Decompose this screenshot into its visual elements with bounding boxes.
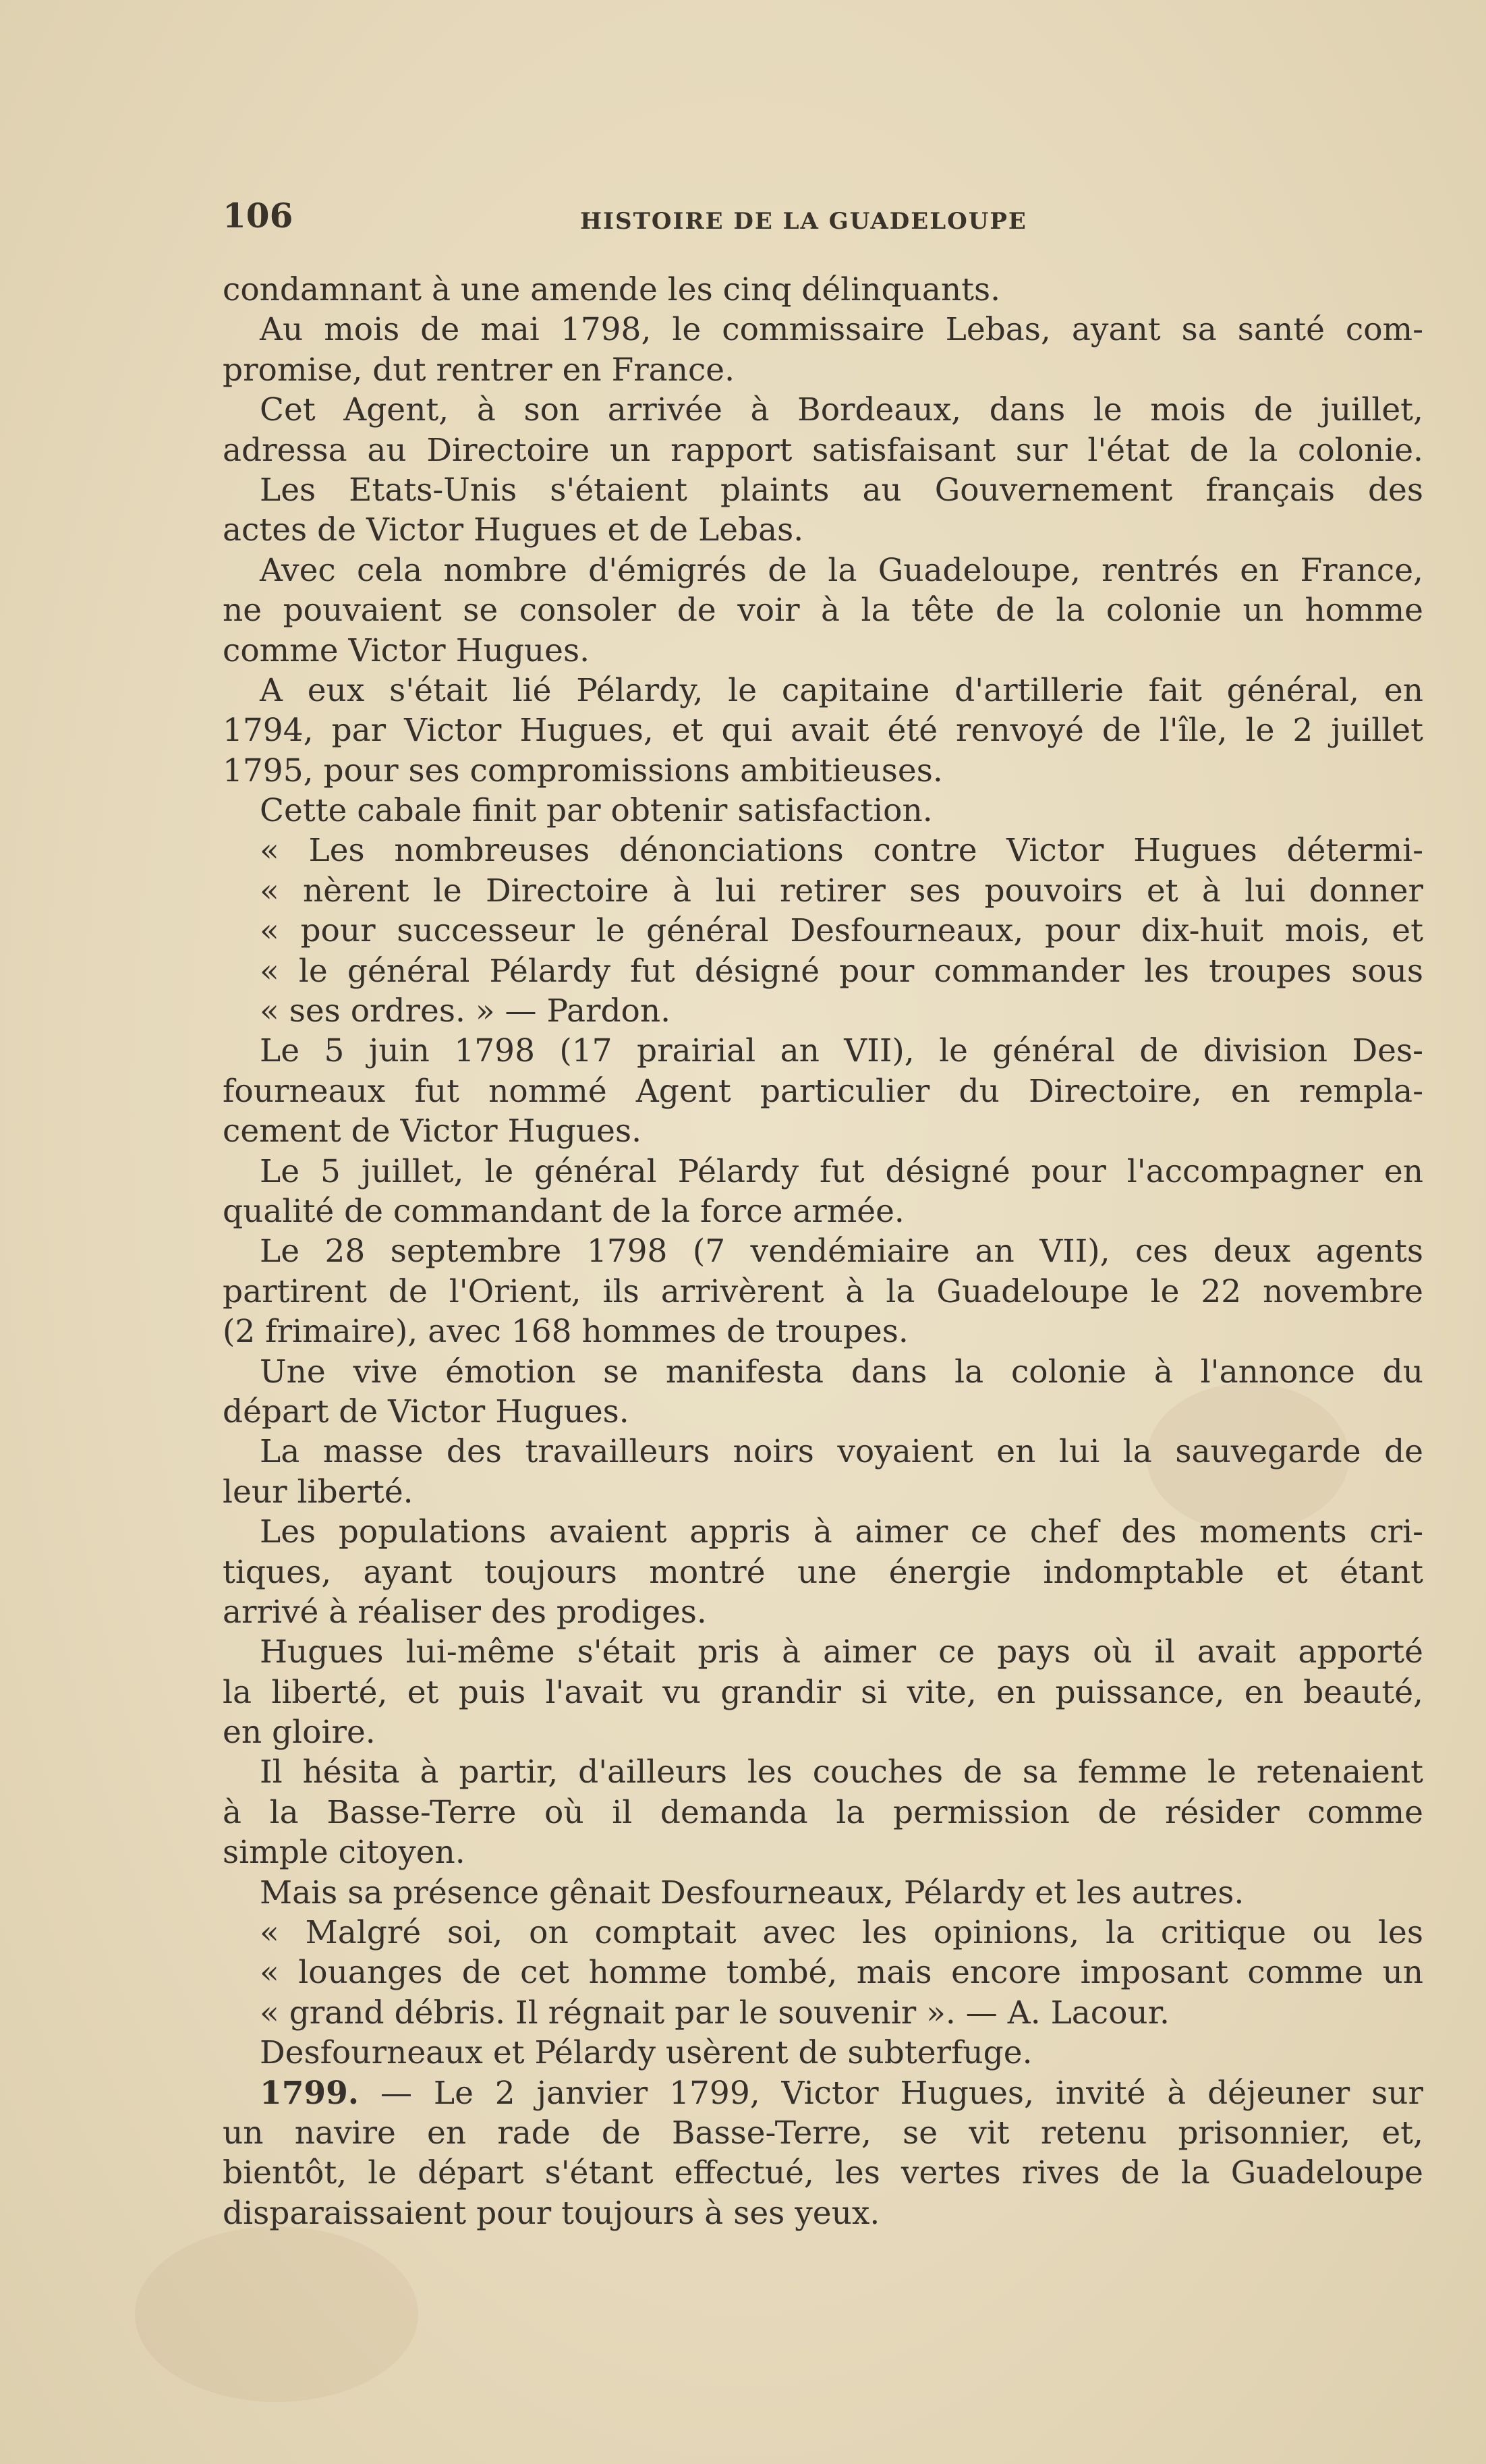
text-line: condamnant à une amende les cinq délinquants. <box>223 271 1001 308</box>
text-line: La masse des travailleurs noirs voyaient en lui la sauvegarde de <box>260 1433 1423 1471</box>
text-line: « ses ordres. » — Pardon. <box>260 992 671 1030</box>
text-line: ne pouvaient se consoler de voir à la tête de la colonie un homme <box>223 592 1423 629</box>
text-line: Desfourneaux et Pélardy usèrent de subterfuge. <box>260 2034 1033 2072</box>
text-line: « grand débris. Il régnait par le souvenir ». — A. Lacour. <box>260 1994 1170 2032</box>
text-line: cement de Victor Hugues. <box>223 1113 642 1150</box>
text-line: qualité de commandant de la force armée. <box>223 1192 905 1230</box>
text-line: Le 5 juillet, le général Pélardy fut désigné pour l'accompagner en <box>260 1152 1423 1190</box>
text-line: 1795, pour ses compromissions ambitieuses. <box>223 752 943 789</box>
paper-stain <box>135 2227 418 2402</box>
text-line: en gloire. <box>223 1714 376 1752</box>
text-line: bientôt, le départ s'étant effectué, les vertes rives de la Guadeloupe <box>223 2154 1423 2192</box>
body-text <box>223 270 1423 2233</box>
text-line: 1794, par Victor Hugues, et qui avait été renvoyé de l'île, le 2 juillet <box>223 712 1423 750</box>
text-line: « le général Pélardy fut désigné pour commander les troupes sous <box>260 952 1423 990</box>
text-line: un navire en rade de Basse-Terre, se vit retenu prisonnier, et, <box>223 2114 1423 2152</box>
text-line: A eux s'était lié Pélardy, le capitaine d'artillerie fait général, en <box>260 671 1423 709</box>
running-title: HISTOIRE DE LA GUADELOUPE <box>580 208 1027 235</box>
text-line: « Malgré soi, on comptait avec les opinions, la critique ou les <box>260 1914 1423 1952</box>
text-line: fourneaux fut nommé Agent particulier du Directoire, en rempla- <box>223 1072 1423 1110</box>
text-line: Il hésita à partir, d'ailleurs les couches de sa femme le retenaient <box>260 1754 1423 1791</box>
page-number: 106 <box>223 196 293 235</box>
text-line: Le 5 juin 1798 (17 prairial an VII), le général de division Des- <box>260 1032 1423 1070</box>
text-line: disparaissaient pour toujours à ses yeux. <box>223 2194 880 2232</box>
text-line: départ de Victor Hugues. <box>223 1393 629 1430</box>
year-marker: 1799. <box>260 2074 360 2112</box>
text-line: Cette cabale finit par obtenir satisfaction. <box>260 792 933 830</box>
text-line: Le 28 septembre 1798 (7 vendémiaire an VII), ces deux agents <box>260 1233 1423 1270</box>
text-line: Les Etats-Unis s'étaient plaints au Gouvernement français des <box>260 471 1423 509</box>
text-line: Hugues lui-même s'était pris à aimer ce pays où il avait apporté <box>260 1633 1423 1671</box>
text-line: actes de Victor Hugues et de Lebas. <box>223 511 804 549</box>
text-line: Cet Agent, à son arrivée à Bordeaux, dans le mois de juillet, <box>260 391 1423 429</box>
text-line: Avec cela nombre d'émigrés de la Guadeloupe, rentrés en France, <box>260 551 1423 589</box>
text-line: adressa au Directoire un rapport satisfaisant sur l'état de la colonie. <box>223 431 1423 469</box>
text-line: Les populations avaient appris à aimer ce chef des moments cri- <box>260 1513 1423 1551</box>
text-line: « Les nombreuses dénonciations contre Victor Hugues détermi- <box>260 832 1423 870</box>
text-line: « nèrent le Directoire à lui retirer ses pouvoirs et à lui donner <box>260 872 1423 909</box>
text-line: la liberté, et puis l'avait vu grandir si vite, en puissance, en beauté, <box>223 1673 1423 1711</box>
text-line: promise, dut rentrer en France. <box>223 351 735 389</box>
text-line: « louanges de cet homme tombé, mais encore imposant comme un <box>260 1954 1423 1992</box>
text-line: à la Basse-Terre où il demanda la permission de résider comme <box>223 1793 1423 1831</box>
text-line <box>223 2073 1423 2113</box>
text-line: « pour successeur le général Desfourneaux, pour dix-huit mois, et <box>260 912 1423 950</box>
text-line: arrivé à réaliser des prodiges. <box>223 1593 707 1631</box>
line-text: — Le 2 janvier 1799, Victor Hugues, invité à déjeuner sur <box>380 2074 1423 2112</box>
text-line: Mais sa présence gênait Desfourneaux, Pélardy et les autres. <box>260 1874 1245 1911</box>
text-line: simple citoyen. <box>223 1834 465 1872</box>
text-line: partirent de l'Orient, ils arrivèrent à la Guadeloupe le 22 novembre <box>223 1272 1423 1310</box>
text-line: (2 frimaire), avec 168 hommes de troupes. <box>223 1313 909 1351</box>
text-line: Une vive émotion se manifesta dans la colonie à l'annonce du <box>260 1353 1423 1391</box>
text-line: tiques, ayant toujours montré une énergie indomptable et étant <box>223 1553 1423 1591</box>
text-line: comme Victor Hugues. <box>223 632 590 669</box>
page-header <box>223 196 1423 250</box>
text-line: leur liberté. <box>223 1473 413 1511</box>
text-line: Au mois de mai 1798, le commissaire Lebas, ayant sa santé com- <box>260 311 1423 349</box>
